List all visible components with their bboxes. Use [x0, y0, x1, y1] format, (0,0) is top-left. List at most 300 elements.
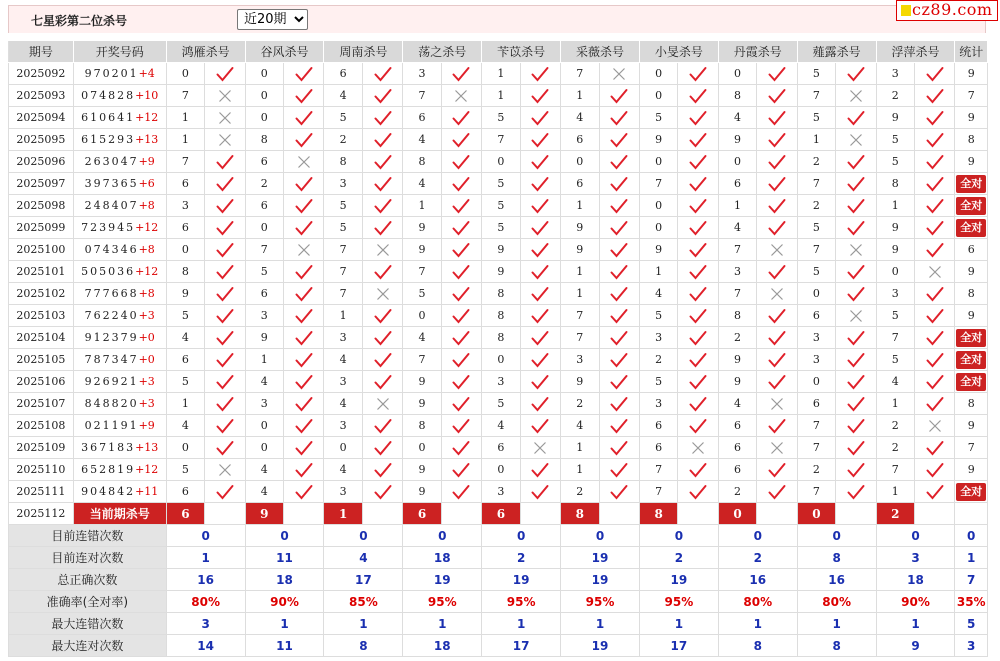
- kill-number-cell: 5: [166, 305, 204, 327]
- kill-result-cell: [678, 327, 718, 349]
- kill-number-cell: 8: [166, 261, 204, 283]
- kill-result-cell: [678, 283, 718, 305]
- stat-cell: 9: [955, 261, 988, 283]
- check-icon: [689, 242, 707, 258]
- summary-value: 85%: [324, 591, 403, 613]
- draw-digits: 248407: [84, 199, 139, 212]
- kill-result-cell: [520, 481, 560, 503]
- check-icon: [926, 440, 944, 456]
- kill-result-cell: [441, 283, 481, 305]
- table-row: [9, 173, 988, 195]
- kill-result-cell: [599, 129, 639, 151]
- summary-value: 7: [955, 569, 988, 591]
- table-row: [9, 393, 988, 415]
- check-icon: [452, 220, 470, 236]
- kill-result-cell: [520, 283, 560, 305]
- check-icon: [847, 264, 865, 280]
- kill-number-cell: 6: [166, 173, 204, 195]
- check-icon: [847, 418, 865, 434]
- check-icon: [926, 308, 944, 324]
- current-kill-number: 6: [166, 503, 204, 525]
- kill-number-cell: 7: [718, 283, 756, 305]
- check-icon: [768, 88, 786, 104]
- check-icon: [452, 462, 470, 478]
- check-icon: [689, 132, 707, 148]
- current-empty-cell: [362, 503, 402, 525]
- stat-cell: 7: [955, 85, 988, 107]
- kill-number-cell: 3: [245, 393, 283, 415]
- kill-result-cell: [520, 63, 560, 85]
- draw-digits: 787347: [84, 353, 139, 366]
- kill-result-cell: [284, 371, 324, 393]
- kill-result-cell: [599, 195, 639, 217]
- kill-number-cell: 7: [797, 173, 835, 195]
- check-icon: [295, 198, 313, 214]
- kill-result-cell: [678, 195, 718, 217]
- cross-icon: [218, 463, 232, 477]
- kill-number-cell: 6: [403, 107, 441, 129]
- kill-result-cell: [757, 173, 797, 195]
- kill-number-cell: 6: [718, 173, 756, 195]
- check-icon: [216, 220, 234, 236]
- kill-result-cell: [757, 371, 797, 393]
- check-icon: [295, 286, 313, 302]
- kill-number-cell: 1: [403, 195, 441, 217]
- kill-number-cell: 4: [561, 107, 599, 129]
- kill-result-cell: [441, 349, 481, 371]
- kill-number-cell: 7: [324, 239, 362, 261]
- kill-result-cell: [284, 129, 324, 151]
- kill-result-cell: [678, 85, 718, 107]
- kill-result-cell: [362, 437, 402, 459]
- check-icon: [374, 154, 392, 170]
- kill-number-cell: 8: [876, 173, 914, 195]
- kill-number-cell: 5: [482, 393, 520, 415]
- kill-number-cell: 5: [876, 305, 914, 327]
- kill-result-cell: [441, 261, 481, 283]
- kill-result-cell: [520, 327, 560, 349]
- summary-value: 8: [718, 635, 797, 657]
- check-icon: [452, 374, 470, 390]
- kill-number-cell: 3: [876, 283, 914, 305]
- kill-number-cell: 4: [324, 349, 362, 371]
- kill-number-cell: 7: [403, 349, 441, 371]
- check-icon: [531, 220, 549, 236]
- summary-value: 1: [955, 547, 988, 569]
- kill-number-cell: 6: [245, 283, 283, 305]
- kill-number-cell: 0: [166, 437, 204, 459]
- kill-number-cell: 7: [403, 85, 441, 107]
- kill-result-cell: [836, 195, 876, 217]
- kill-number-cell: 4: [718, 393, 756, 415]
- summary-value: 1: [797, 613, 876, 635]
- check-icon: [531, 484, 549, 500]
- kill-result-cell: [678, 151, 718, 173]
- kill-number-cell: 5: [245, 261, 283, 283]
- kill-result-cell: [915, 107, 955, 129]
- kill-result-cell: [441, 393, 481, 415]
- summary-value: 0: [955, 525, 988, 547]
- summary-value: 95%: [561, 591, 640, 613]
- check-icon: [374, 66, 392, 82]
- kill-result-cell: [441, 371, 481, 393]
- kill-result-cell: [678, 437, 718, 459]
- kill-number-cell: 4: [245, 481, 283, 503]
- draw-plus: +3: [138, 397, 155, 410]
- summary-value: 1: [561, 613, 640, 635]
- kill-result-cell: [915, 349, 955, 371]
- summary-value: 19: [561, 569, 640, 591]
- current-kill-number: 1: [324, 503, 362, 525]
- draw-plus: +8: [138, 199, 155, 212]
- kill-result-cell: [836, 239, 876, 261]
- check-icon: [295, 220, 313, 236]
- summary-value: 2: [718, 547, 797, 569]
- kill-result-cell: [836, 349, 876, 371]
- summary-value: 5: [955, 613, 988, 635]
- kill-result-cell: [205, 305, 245, 327]
- summary-value: 19: [639, 569, 718, 591]
- draw-digits: 904842: [81, 485, 136, 498]
- draw-plus: +9: [138, 419, 155, 432]
- cross-icon: [454, 89, 468, 103]
- header-expert: 小旻杀号: [639, 41, 718, 63]
- kill-result-cell: [362, 349, 402, 371]
- kill-number-cell: 8: [718, 85, 756, 107]
- kill-result-cell: [757, 239, 797, 261]
- check-icon: [847, 66, 865, 82]
- check-icon: [689, 374, 707, 390]
- issue-cell: 2025106: [9, 371, 74, 393]
- header-draw-number: 开奖号码: [73, 41, 166, 63]
- kill-number-cell: 3: [718, 261, 756, 283]
- kill-result-cell: [599, 371, 639, 393]
- stat-cell: 9: [955, 63, 988, 85]
- draw-plus: +3: [138, 375, 155, 388]
- current-kill-number: 0: [797, 503, 835, 525]
- summary-value: 80%: [797, 591, 876, 613]
- current-empty-cell: [520, 503, 560, 525]
- kill-result-cell: [915, 239, 955, 261]
- kill-number-cell: 7: [797, 239, 835, 261]
- summary-value: 11: [245, 635, 324, 657]
- stat-cell: 9: [955, 107, 988, 129]
- check-icon: [374, 220, 392, 236]
- check-icon: [295, 66, 313, 82]
- kill-number-cell: 3: [324, 173, 362, 195]
- kill-result-cell: [441, 327, 481, 349]
- kill-number-cell: 7: [876, 459, 914, 481]
- kill-number-cell: 3: [482, 481, 520, 503]
- check-icon: [295, 110, 313, 126]
- stat-cell: 9: [955, 415, 988, 437]
- check-icon: [689, 110, 707, 126]
- kill-number-cell: 6: [797, 393, 835, 415]
- check-icon: [452, 484, 470, 500]
- kill-result-cell: [362, 85, 402, 107]
- kill-result-cell: [205, 107, 245, 129]
- kill-number-cell: 0: [639, 217, 677, 239]
- draw-plus: +8: [138, 287, 155, 300]
- check-icon: [768, 374, 786, 390]
- kill-result-cell: [915, 173, 955, 195]
- draw-plus: +9: [138, 155, 155, 168]
- kill-result-cell: [757, 85, 797, 107]
- stat-cell: 8: [955, 129, 988, 151]
- kill-number-cell: 1: [561, 261, 599, 283]
- kill-number-cell: 0: [797, 283, 835, 305]
- kill-result-cell: [205, 151, 245, 173]
- all-right-badge: 全对: [956, 175, 986, 193]
- check-icon: [452, 132, 470, 148]
- issue-cell: 2025100: [9, 239, 74, 261]
- kill-result-cell: [915, 459, 955, 481]
- kill-number-cell: 5: [876, 129, 914, 151]
- kill-number-cell: 8: [324, 151, 362, 173]
- kill-result-cell: [915, 63, 955, 85]
- draw-digits: 652819: [81, 463, 136, 476]
- kill-number-cell: 4: [403, 327, 441, 349]
- kill-number-cell: 1: [166, 393, 204, 415]
- kill-number-cell: 3: [324, 481, 362, 503]
- kill-number-cell: 5: [797, 63, 835, 85]
- kill-number-cell: 3: [561, 349, 599, 371]
- summary-value: 1: [482, 613, 561, 635]
- kill-number-cell: 4: [245, 459, 283, 481]
- kill-result-cell: [520, 371, 560, 393]
- kill-result-cell: [757, 195, 797, 217]
- draw-digits: 723945: [81, 221, 136, 234]
- kill-result-cell: [915, 195, 955, 217]
- kill-number-cell: 7: [166, 151, 204, 173]
- kill-result-cell: [362, 129, 402, 151]
- check-icon: [374, 330, 392, 346]
- check-icon: [216, 286, 234, 302]
- summary-value: 19: [561, 635, 640, 657]
- current-kill-number: 0: [718, 503, 756, 525]
- check-icon: [374, 88, 392, 104]
- check-icon: [926, 484, 944, 500]
- draw-number-cell: [73, 481, 166, 503]
- summary-value: 0: [245, 525, 324, 547]
- summary-value: 35%: [955, 591, 988, 613]
- kill-result-cell: [757, 481, 797, 503]
- issue-cell: 2025103: [9, 305, 74, 327]
- kill-result-cell: [284, 195, 324, 217]
- kill-number-cell: 5: [876, 151, 914, 173]
- kill-number-cell: 4: [718, 107, 756, 129]
- draw-number-cell: [73, 415, 166, 437]
- summary-value: 0: [718, 525, 797, 547]
- check-icon: [295, 418, 313, 434]
- summary-value: 18: [403, 547, 482, 569]
- kill-number-cell: 4: [324, 459, 362, 481]
- kill-result-cell: [284, 437, 324, 459]
- issue-cell: 2025098: [9, 195, 74, 217]
- kill-number-cell: 5: [797, 107, 835, 129]
- draw-plus: +12: [135, 265, 159, 278]
- check-icon: [452, 418, 470, 434]
- all-right-badge: 全对: [956, 197, 986, 215]
- kill-number-cell: 3: [639, 327, 677, 349]
- stat-cell: 8: [955, 393, 988, 415]
- kill-result-cell: [836, 305, 876, 327]
- kill-number-cell: 0: [639, 151, 677, 173]
- draw-plus: +13: [135, 133, 159, 146]
- logo-text: cz89.com: [912, 0, 993, 19]
- kill-result-cell: [836, 63, 876, 85]
- kill-number-cell: 9: [718, 371, 756, 393]
- check-icon: [768, 198, 786, 214]
- check-icon: [216, 66, 234, 82]
- check-icon: [216, 176, 234, 192]
- table-row: [9, 437, 988, 459]
- kill-result-cell: [757, 393, 797, 415]
- kill-result-cell: [362, 63, 402, 85]
- draw-number-cell: [73, 107, 166, 129]
- kill-number-cell: 5: [482, 107, 520, 129]
- kill-number-cell: 7: [876, 327, 914, 349]
- kill-result-cell: [284, 459, 324, 481]
- check-icon: [847, 286, 865, 302]
- kill-result-cell: [362, 173, 402, 195]
- summary-value: 0: [482, 525, 561, 547]
- kill-result-cell: [284, 327, 324, 349]
- kill-result-cell: [599, 217, 639, 239]
- summary-row: [9, 525, 988, 547]
- summary-value: 17: [482, 635, 561, 657]
- kill-result-cell: [757, 63, 797, 85]
- check-icon: [847, 462, 865, 478]
- kill-number-cell: 1: [639, 261, 677, 283]
- check-icon: [216, 440, 234, 456]
- kill-result-cell: [836, 129, 876, 151]
- kill-number-cell: 1: [166, 129, 204, 151]
- check-icon: [610, 176, 628, 192]
- check-icon: [531, 418, 549, 434]
- draw-plus: +12: [135, 221, 159, 234]
- kill-number-cell: 7: [797, 415, 835, 437]
- kill-result-cell: [757, 261, 797, 283]
- kill-result-cell: [284, 261, 324, 283]
- kill-number-cell: 6: [324, 63, 362, 85]
- kill-result-cell: [362, 151, 402, 173]
- check-icon: [216, 154, 234, 170]
- summary-value: 1: [245, 613, 324, 635]
- summary-value: 8: [797, 635, 876, 657]
- kill-number-cell: 7: [403, 261, 441, 283]
- check-icon: [531, 198, 549, 214]
- check-icon: [374, 176, 392, 192]
- table-row: [9, 327, 988, 349]
- site-logo[interactable]: [896, 0, 998, 21]
- current-kill-number: 2: [876, 503, 914, 525]
- check-icon: [452, 440, 470, 456]
- summary-value: 2: [639, 547, 718, 569]
- check-icon: [768, 66, 786, 82]
- kill-number-cell: 9: [482, 239, 520, 261]
- stat-cell: [955, 217, 988, 239]
- summary-value: 0: [876, 525, 955, 547]
- kill-number-cell: 5: [876, 349, 914, 371]
- kill-result-cell: [678, 173, 718, 195]
- kill-number-cell: 6: [718, 459, 756, 481]
- kill-result-cell: [205, 437, 245, 459]
- table-row: [9, 85, 988, 107]
- kill-number-cell: 0: [718, 151, 756, 173]
- kill-number-cell: 1: [876, 481, 914, 503]
- current-kill-number: 8: [561, 503, 599, 525]
- cross-icon: [770, 397, 784, 411]
- table-row: [9, 261, 988, 283]
- cross-icon: [297, 155, 311, 169]
- draw-number-cell: [73, 173, 166, 195]
- check-icon: [452, 198, 470, 214]
- check-icon: [847, 110, 865, 126]
- header-expert: 荡之杀号: [403, 41, 482, 63]
- kill-number-cell: 3: [324, 327, 362, 349]
- summary-value: 1: [166, 547, 245, 569]
- check-icon: [531, 396, 549, 412]
- check-icon: [610, 154, 628, 170]
- kill-result-cell: [284, 415, 324, 437]
- kill-number-cell: 9: [403, 459, 441, 481]
- kill-result-cell: [836, 459, 876, 481]
- check-icon: [689, 330, 707, 346]
- kill-number-cell: 8: [482, 305, 520, 327]
- check-icon: [295, 484, 313, 500]
- check-icon: [847, 198, 865, 214]
- kill-number-cell: 6: [797, 305, 835, 327]
- cross-icon: [770, 287, 784, 301]
- check-icon: [610, 286, 628, 302]
- cross-icon: [770, 243, 784, 257]
- kill-number-cell: 1: [876, 195, 914, 217]
- check-icon: [768, 418, 786, 434]
- summary-value: 80%: [166, 591, 245, 613]
- header-expert: 周南杀号: [324, 41, 403, 63]
- kill-result-cell: [284, 305, 324, 327]
- kill-number-cell: 2: [797, 151, 835, 173]
- summary-row: [9, 635, 988, 657]
- check-icon: [216, 264, 234, 280]
- kill-result-cell: [520, 239, 560, 261]
- kill-result-cell: [441, 481, 481, 503]
- issue-cell: 2025110: [9, 459, 74, 481]
- kill-result-cell: [520, 459, 560, 481]
- period-select[interactable]: [237, 9, 308, 30]
- kill-result-cell: [441, 305, 481, 327]
- kill-result-cell: [915, 371, 955, 393]
- kill-result-cell: [915, 129, 955, 151]
- kill-result-cell: [915, 85, 955, 107]
- check-icon: [295, 352, 313, 368]
- kill-result-cell: [599, 459, 639, 481]
- draw-digits: 074346: [84, 243, 139, 256]
- kill-number-cell: 7: [639, 481, 677, 503]
- check-icon: [689, 418, 707, 434]
- draw-plus: +13: [135, 441, 159, 454]
- summary-value: 18: [245, 569, 324, 591]
- kill-number-cell: 0: [245, 85, 283, 107]
- kill-number-cell: 2: [639, 349, 677, 371]
- kill-number-cell: 0: [482, 151, 520, 173]
- summary-value: 8: [324, 635, 403, 657]
- check-icon: [531, 242, 549, 258]
- current-empty-cell: [757, 503, 797, 525]
- check-icon: [768, 462, 786, 478]
- kill-number-cell: 5: [166, 459, 204, 481]
